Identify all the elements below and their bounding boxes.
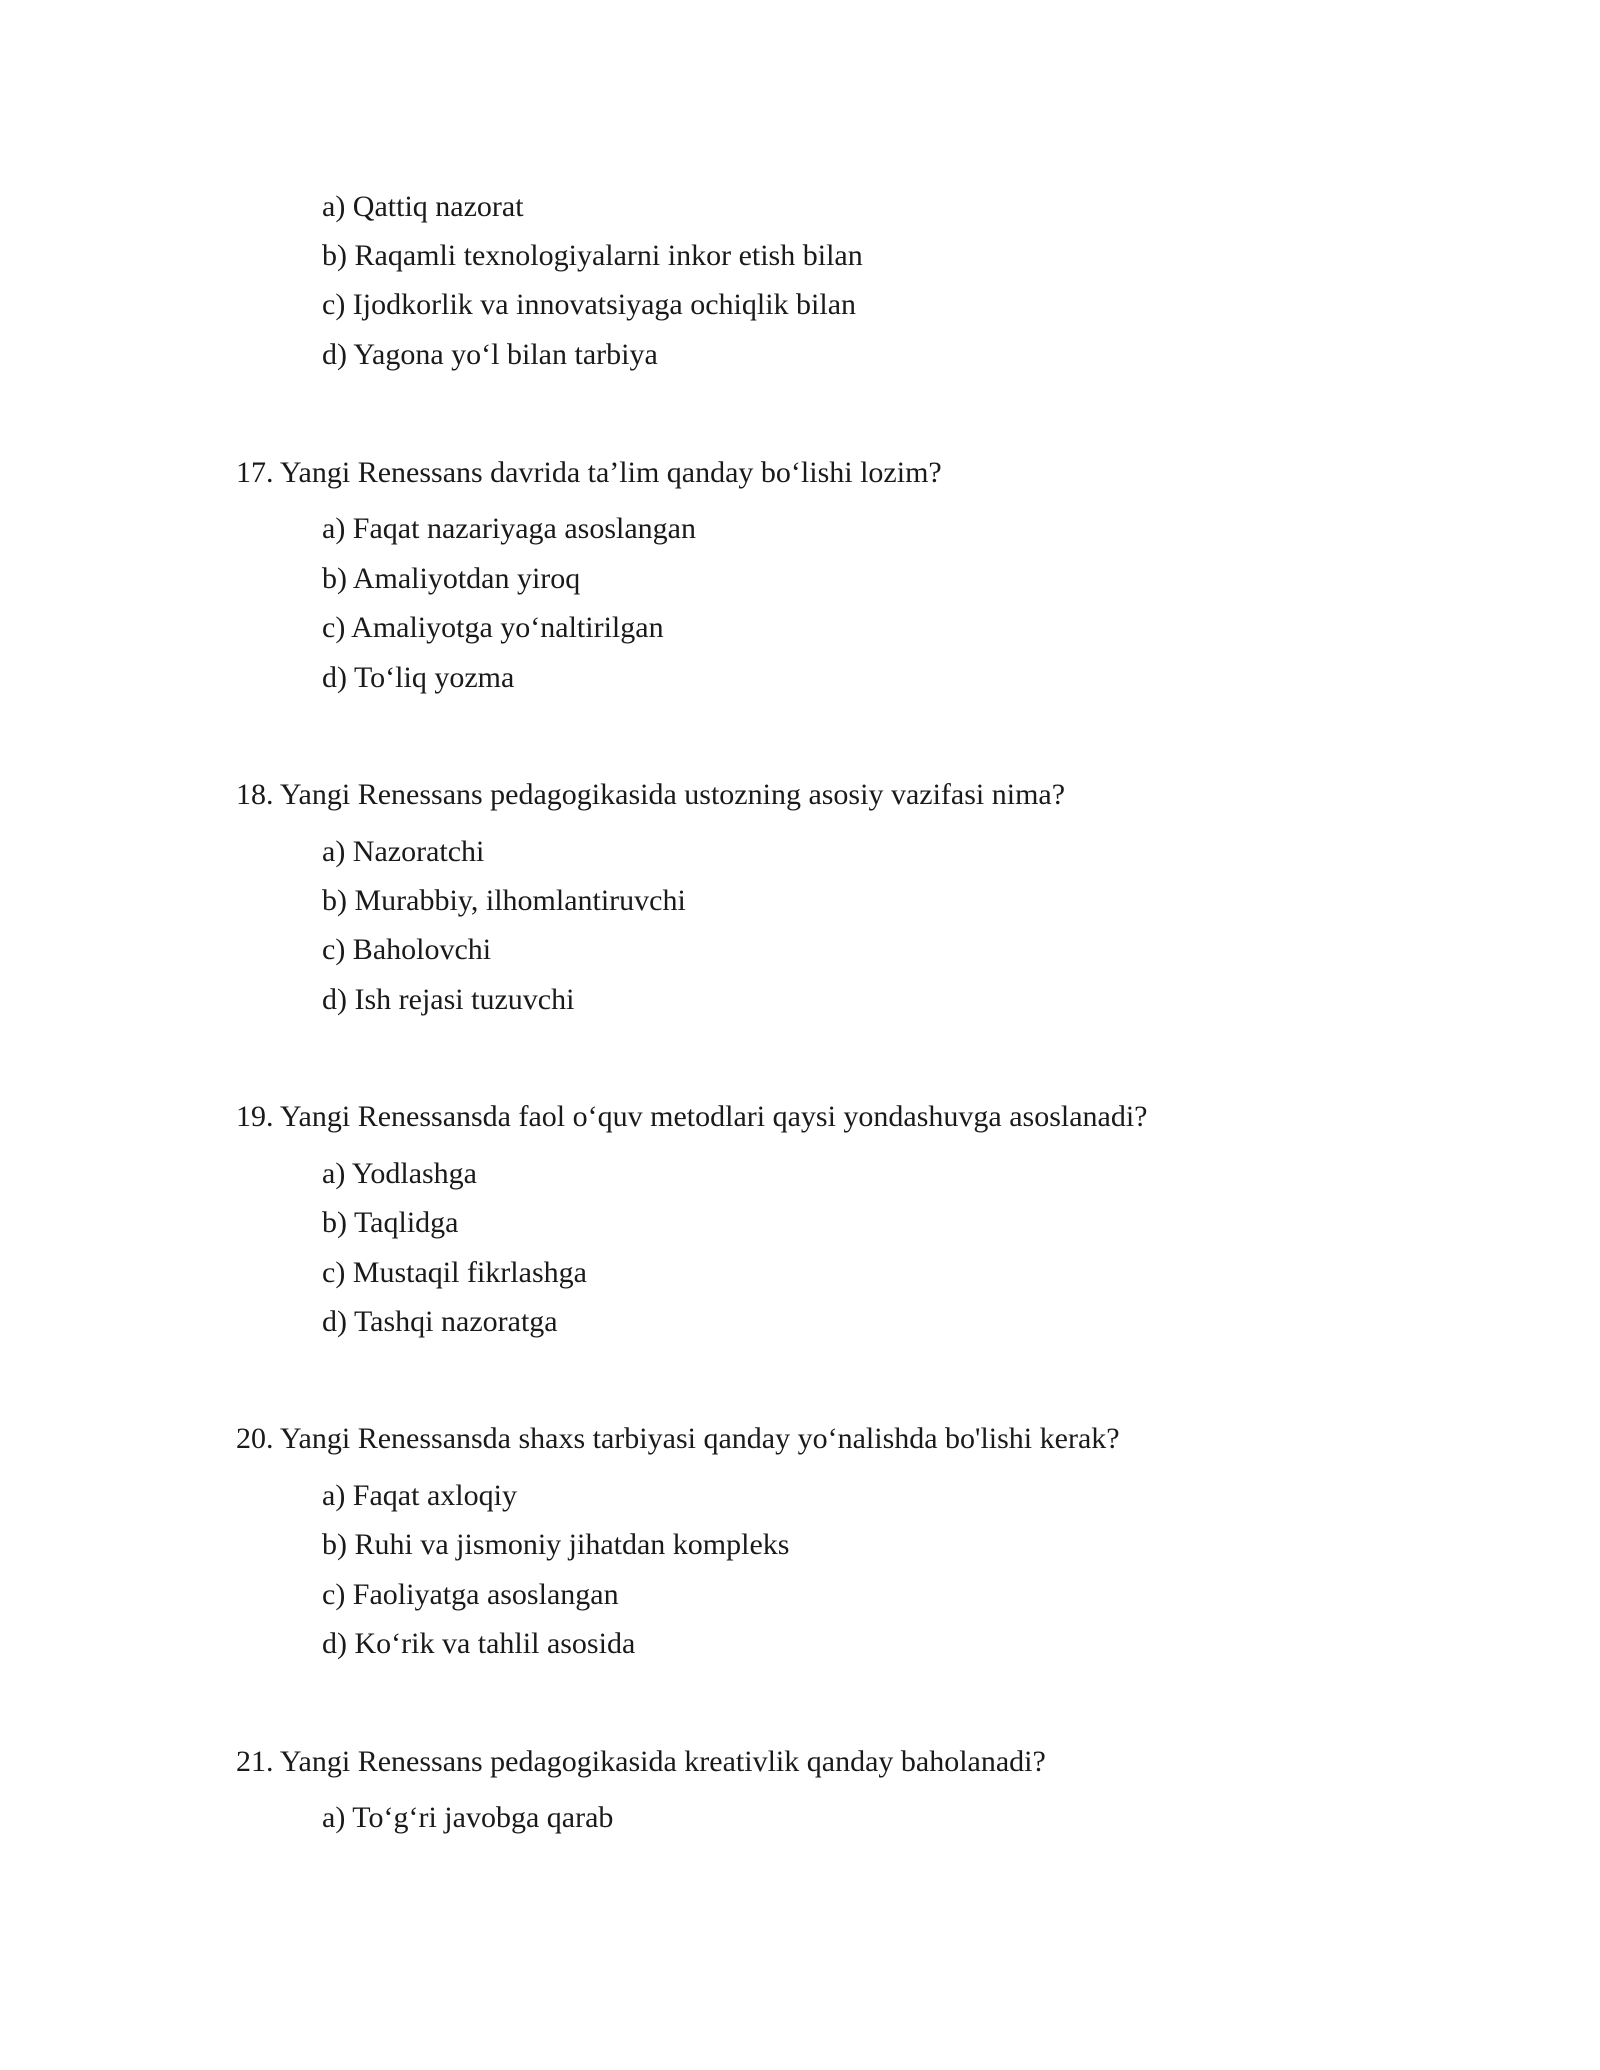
option-20a: a) Faqat axloqiy — [322, 1479, 517, 1512]
option-16c: c) Ijodkorlik va innovatsiyaga ochiqlik bilan — [322, 288, 857, 321]
option-19d: d) Tashqi nazoratga — [322, 1305, 558, 1338]
option-17d: d) To‘liq yozma — [322, 661, 515, 694]
option-18c: c) Baholovchi — [322, 933, 492, 966]
option-19c: c) Mustaqil fikrlashga — [322, 1256, 587, 1289]
question-18: 18. Yangi Renessans pedagogikasida ustozning asosiy vazifasi nima? — [236, 778, 1066, 811]
option-20d: d) Ko‘rik va tahlil asosida — [322, 1627, 636, 1660]
option-19b: b) Taqlidga — [322, 1206, 459, 1239]
option-19a: a) Yodlashga — [322, 1157, 477, 1190]
option-17c: c) Amaliyotga yo‘naltirilgan — [322, 611, 664, 644]
option-18a: a) Nazoratchi — [322, 835, 485, 868]
option-16a: a) Qattiq nazorat — [322, 190, 524, 223]
option-16b: b) Raqamli texnologiyalarni inkor etish bilan — [322, 239, 863, 272]
option-18d: d) Ish rejasi tuzuvchi — [322, 983, 575, 1016]
question-17: 17. Yangi Renessans davrida ta’lim qanday bo‘lishi lozim? — [236, 456, 942, 489]
option-18b: b) Murabbiy, ilhomlantiruvchi — [322, 884, 686, 917]
option-20b: b) Ruhi va jismoniy jihatdan kompleks — [322, 1528, 790, 1561]
option-20c: c) Faoliyatga asoslangan — [322, 1578, 619, 1611]
question-19: 19. Yangi Renessansda faol o‘quv metodlari qaysi yondashuvga asoslanadi? — [236, 1100, 1148, 1133]
question-20: 20. Yangi Renessansda shaxs tarbiyasi qanday yo‘nalishda bo'lishi kerak? — [236, 1422, 1120, 1455]
question-21: 21. Yangi Renessans pedagogikasida kreativlik qanday baholanadi? — [236, 1745, 1046, 1778]
option-21a: a) To‘g‘ri javobga qarab — [322, 1801, 614, 1834]
option-17a: a) Faqat nazariyaga asoslangan — [322, 512, 696, 545]
option-16d: d) Yagona yo‘l bilan tarbiya — [322, 338, 658, 371]
option-17b: b) Amaliyotdan yiroq — [322, 562, 581, 595]
